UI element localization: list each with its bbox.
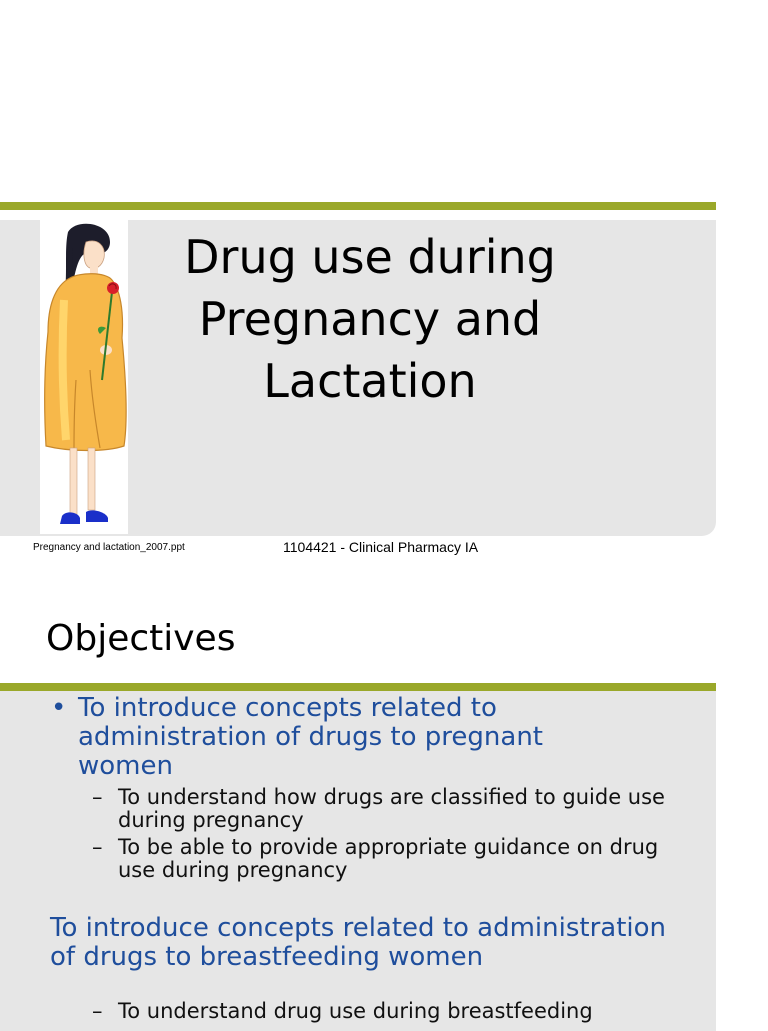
title-accent-bar bbox=[0, 202, 716, 210]
objective-bullet: To introduce concepts related to administration of drugs to breastfeeding women bbox=[50, 913, 667, 972]
pregnant-woman-illustration bbox=[40, 220, 128, 534]
slide-title: Drug use during Pregnancy and Lactation bbox=[184, 230, 556, 408]
objective-sub-bullet: To understand how drugs are classified to guide use during pregnancy bbox=[118, 785, 665, 832]
sub-bullet-dash-icon: – bbox=[92, 999, 103, 1023]
objective-sub-bullet: To understand drug use during breastfeeding bbox=[118, 999, 593, 1023]
objective-bullet: To introduce concepts related to administration of drugs to pregnant women bbox=[78, 693, 544, 781]
footer-filename: Pregnancy and lactation_2007.ppt bbox=[33, 542, 185, 553]
bullet-dot-icon: • bbox=[51, 693, 67, 723]
sub-bullet-dash-icon: – bbox=[92, 785, 103, 809]
objectives-title: Objectives bbox=[46, 618, 236, 659]
objectives-accent-bar bbox=[0, 683, 716, 691]
objective-sub-bullet: To be able to provide appropriate guidance on drug use during pregnancy bbox=[118, 835, 659, 882]
sub-bullet-dash-icon: – bbox=[92, 835, 103, 859]
footer-course: 1104421 - Clinical Pharmacy IA bbox=[283, 539, 479, 555]
